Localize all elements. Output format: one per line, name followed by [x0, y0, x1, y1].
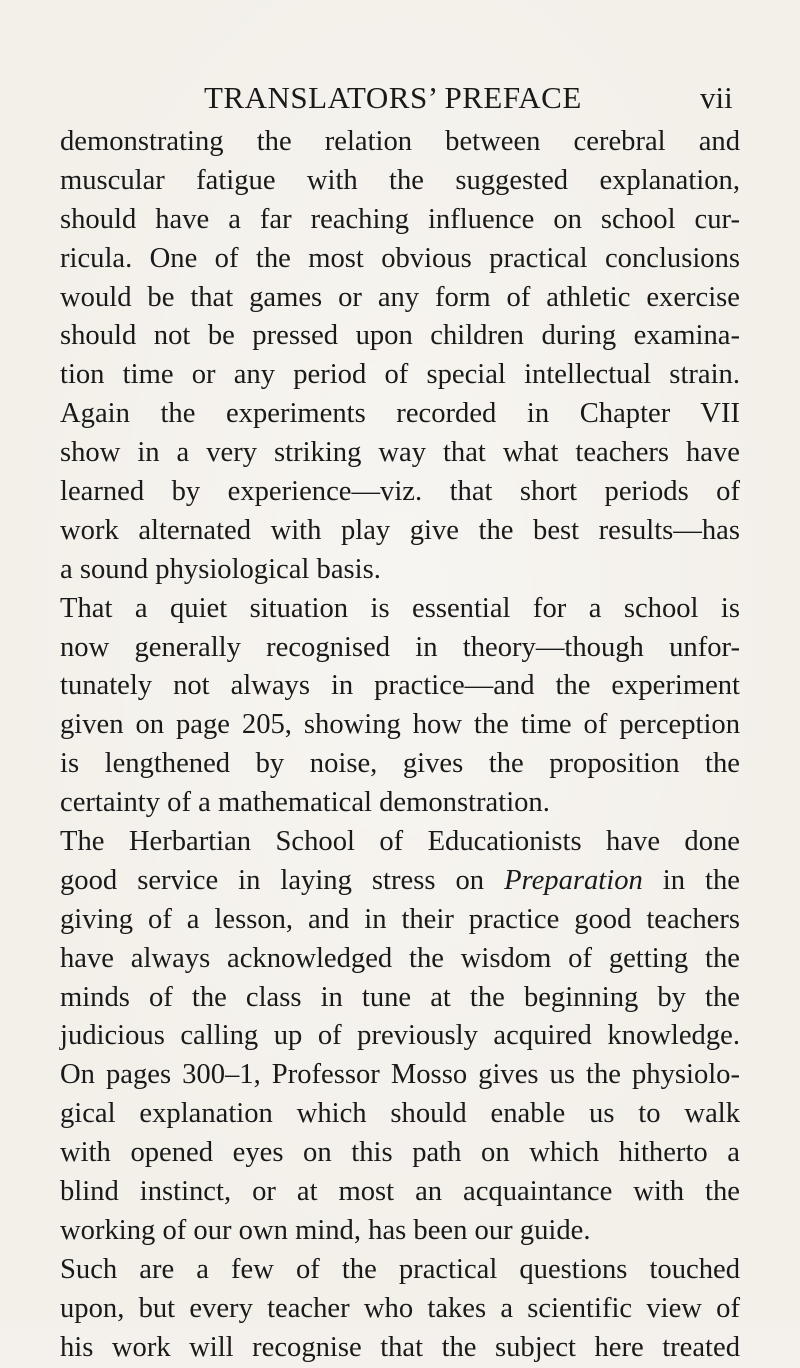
text-line: with opened eyes on this path on which hitherto a	[60, 1137, 740, 1169]
paragraph-start-line: That a quiet situation is essential for a school is	[60, 592, 740, 624]
running-title: TRANSLATORS’ PREFACE	[204, 80, 582, 115]
text-line: work alternated with play give the best results—has	[60, 514, 740, 546]
text-line: now generally recognised in theory—though unfor-	[60, 631, 740, 663]
paragraph-start-line: Again the experiments recorded in Chapter VII	[60, 398, 740, 430]
text-line: have always acknowledged the wisdom of getting the	[60, 942, 740, 974]
text-line: blind instinct, or at most an acquaintance with the	[60, 1176, 740, 1208]
text-line: show in a very striking way that what teachers have	[60, 437, 740, 469]
paragraph-end-line: certainty of a mathematical demonstration.	[60, 787, 550, 819]
text-line: minds of the class in tune at the beginning by the	[60, 981, 740, 1013]
line-text-after: in the	[642, 864, 740, 896]
italic-term: Preparation	[504, 864, 643, 896]
paragraph-end-line: a sound physiological basis.	[60, 553, 381, 585]
text-line-with-italic	[60, 862, 740, 901]
text-line: is lengthened by noise, gives the proposition the	[60, 748, 740, 780]
paragraph-end-line: working of our own mind, has been our guide.	[60, 1214, 591, 1246]
page-number: vii	[700, 80, 733, 115]
paragraph-start-line: Such are a few of the practical questions touched	[60, 1253, 740, 1285]
body-text	[60, 123, 740, 1368]
text-line: learned by experience—viz. that short periods of	[60, 476, 740, 508]
text-line: upon, but every teacher who takes a scientific view of	[60, 1292, 740, 1324]
page-header	[0, 78, 800, 118]
text-line: given on page 205, showing how the time of perception	[60, 709, 740, 741]
text-line: ricula. One of the most obvious practical conclusions	[60, 242, 740, 274]
text-line: giving of a lesson, and in their practice good teachers	[60, 903, 740, 935]
text-line: tion time or any period of special intellectual strain.	[60, 359, 740, 391]
text-line: should have a far reaching influence on school cur-	[60, 203, 740, 235]
text-line: would be that games or any form of athletic exercise	[60, 281, 740, 313]
text-line: his work will recognise that the subject here treated	[60, 1331, 740, 1363]
line-text-before: good service in laying stress on	[60, 864, 505, 896]
text-line: On pages 300–1, Professor Mosso gives us the physiolo-	[60, 1059, 740, 1091]
text-line: judicious calling up of previously acquired knowledge.	[60, 1020, 740, 1052]
text-line: should not be pressed upon children during examina-	[60, 320, 740, 352]
text-line: muscular fatigue with the suggested explanation,	[60, 164, 740, 196]
text-line: tunately not always in practice—and the experiment	[60, 670, 740, 702]
paragraph-start-line: The Herbartian School of Educationists have done	[60, 826, 740, 858]
text-line: demonstrating the relation between cerebral and	[60, 126, 740, 157]
text-line: gical explanation which should enable us to walk	[60, 1098, 740, 1130]
